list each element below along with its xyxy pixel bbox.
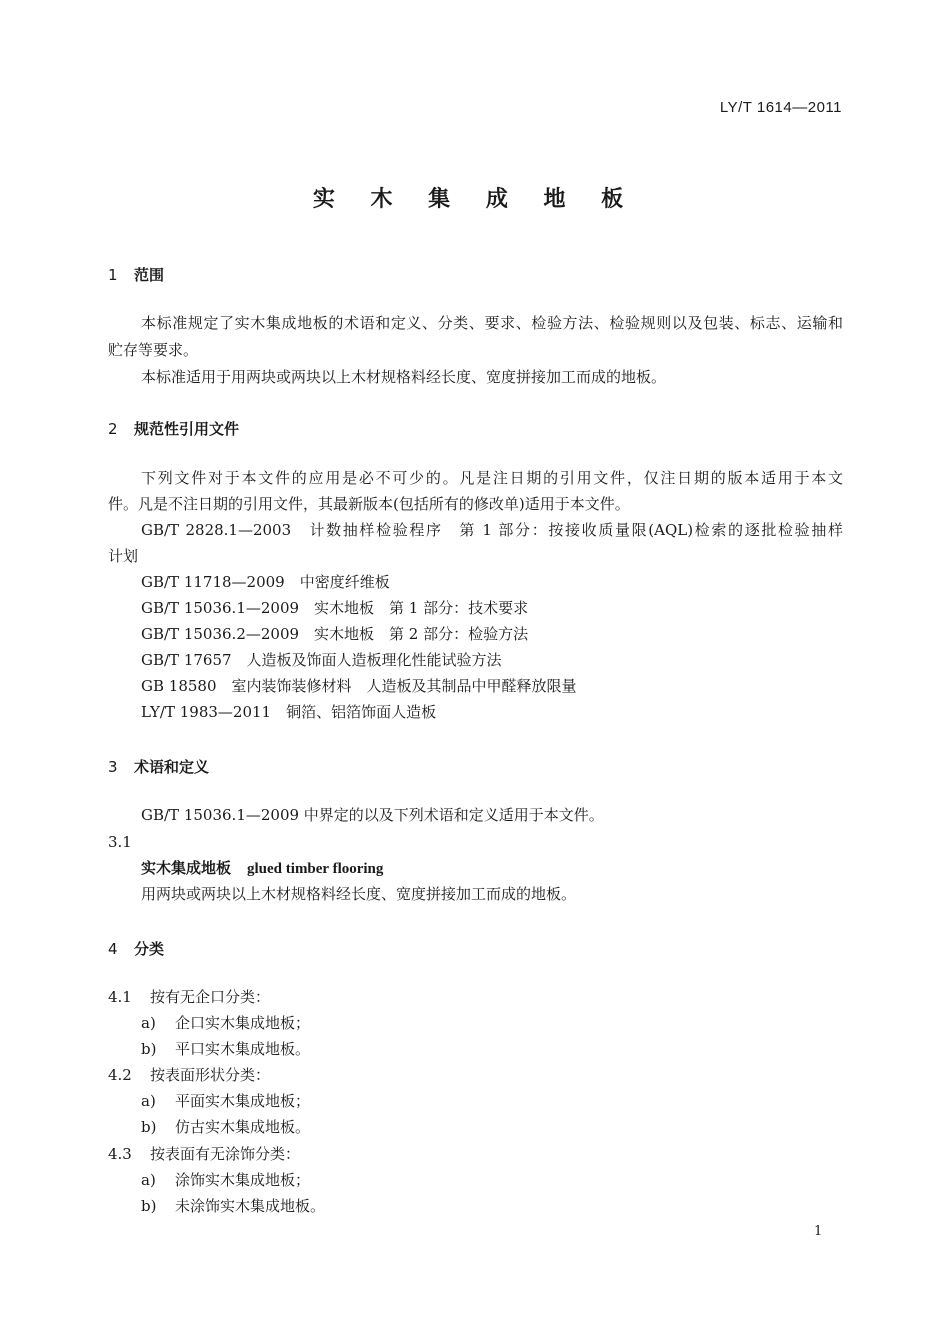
reference-item-continuation: 计划 (108, 547, 139, 565)
paragraph-line: 贮存等要求。 (108, 341, 199, 359)
subclause-number: 4.1 (108, 988, 132, 1006)
list-marker: b) (141, 1040, 157, 1058)
reference-item: GB 18580 室内装饰装修材料 人造板及其制品中甲醛释放限量 (141, 677, 577, 695)
subclause (108, 984, 270, 1011)
list-marker: b) (141, 1118, 157, 1136)
section-title: 分类 (134, 940, 165, 958)
page-number: 1 (814, 1224, 823, 1239)
list-text: 平口实木集成地板。 (175, 1040, 311, 1058)
list-item (141, 1088, 310, 1115)
list-marker: b) (141, 1197, 157, 1215)
list-marker: a) (141, 1014, 156, 1032)
list-text: 仿古实木集成地板。 (175, 1118, 311, 1136)
paragraph: GB/T 15036.1—2009 中界定的以及下列术语和定义适用于本文件。 (141, 806, 604, 824)
section-2-heading (108, 418, 239, 439)
list-item (141, 1010, 310, 1037)
paragraph-line: 下列文件对于本文件的应用是必不可少的。凡是注日期的引用文件，仅注日期的版本适用于本文 (141, 469, 843, 487)
list-text: 未涂饰实木集成地板。 (175, 1197, 326, 1215)
reference-item: GB/T 2828.1—2003 计数抽样检验程序 第 1 部分：按接收质量限(AQL)检索的逐批检验抽样 (141, 521, 843, 539)
section-3-heading (108, 756, 209, 777)
reference-item: GB/T 11718—2009 中密度纤维板 (141, 573, 390, 591)
section-4-heading (108, 938, 164, 959)
subclause-label: 按表面有无涂饰分类： (150, 1145, 301, 1163)
standard-code: LY/T 1614—2011 (719, 99, 842, 116)
list-text: 涂饰实木集成地板； (175, 1171, 311, 1189)
reference-item: GB/T 15036.2—2009 实木地板 第 2 部分：检验方法 (141, 625, 529, 643)
list-marker: a) (141, 1092, 156, 1110)
reference-item: GB/T 17657 人造板及饰面人造板理化性能试验方法 (141, 651, 502, 669)
list-text: 企口实木集成地板； (175, 1014, 311, 1032)
subclause-number: 4.3 (108, 1145, 132, 1163)
term-definition: 用两块或两块以上木材规格料经长度、宽度拼接加工而成的地板。 (141, 885, 577, 903)
paragraph-line: 本标准规定了实木集成地板的术语和定义、分类、要求、检验方法、检验规则以及包装、标志、运输和 (141, 314, 843, 332)
subclause (108, 1141, 300, 1168)
subclause-label: 按有无企口分类： (150, 988, 271, 1006)
paragraph: 本标准适用于用两块或两块以上木材规格料经长度、宽度拼接加工而成的地板。 (141, 368, 667, 386)
subclause (108, 1062, 270, 1089)
list-item (141, 1036, 310, 1063)
term-entry (141, 855, 383, 883)
term-english: glued timber flooring (247, 861, 384, 877)
term-chinese: 实木集成地板 (141, 859, 232, 877)
list-marker: a) (141, 1171, 156, 1189)
section-number: 2 (108, 420, 118, 438)
section-number: 1 (108, 266, 118, 284)
subclause-label: 按表面形状分类： (150, 1066, 271, 1084)
reference-item: GB/T 15036.1—2009 实木地板 第 1 部分：技术要求 (141, 599, 529, 617)
list-text: 平面实木集成地板； (175, 1092, 311, 1110)
subclause-number: 4.2 (108, 1066, 132, 1084)
section-number: 3 (108, 758, 118, 776)
list-item (141, 1114, 310, 1141)
section-number: 4 (108, 940, 118, 958)
section-title: 范围 (134, 266, 165, 284)
section-1-heading (108, 264, 164, 285)
list-item (141, 1193, 325, 1220)
section-title: 规范性引用文件 (134, 420, 240, 438)
paragraph-line: 件。凡是不注日期的引用文件，其最新版本(包括所有的修改单)适用于本文件。 (108, 495, 630, 513)
document-title: 实 木 集 成 地 板 (312, 187, 638, 212)
term-number: 3.1 (108, 833, 132, 851)
list-item (141, 1167, 310, 1194)
reference-item: LY/T 1983—2011 铜箔、铝箔饰面人造板 (141, 703, 437, 721)
section-title: 术语和定义 (134, 758, 210, 776)
